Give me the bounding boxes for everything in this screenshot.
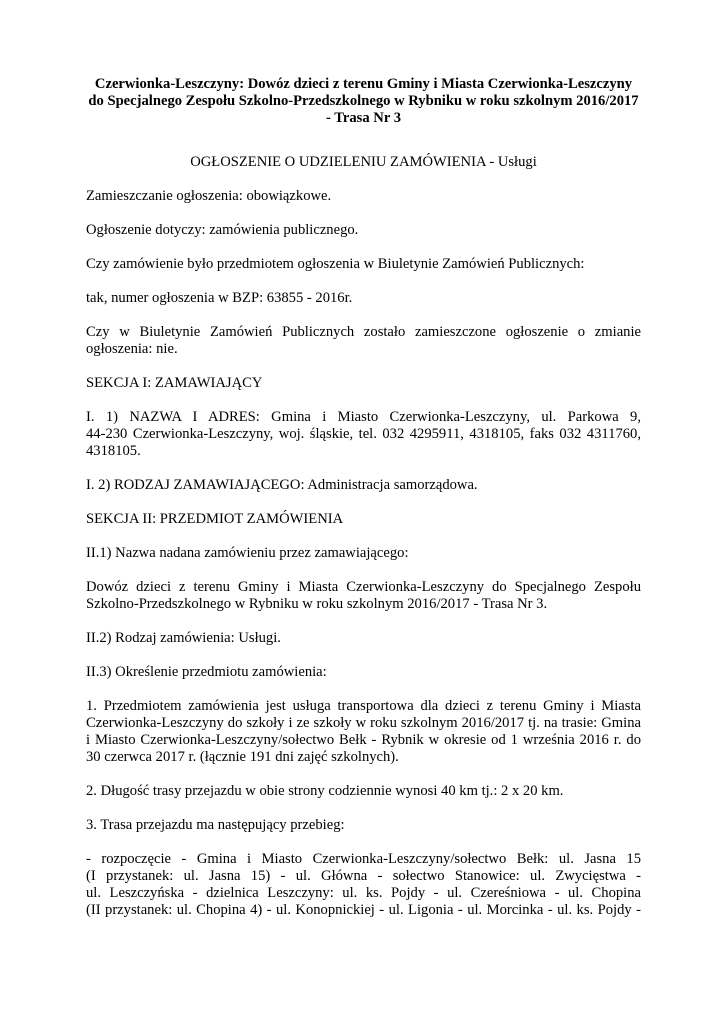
- text-line: Dowóz dzieci z terenu Gminy i Miasta Czerwionka-Leszczyny do Specjalnego Zespołu: [86, 579, 641, 595]
- section-heading-ordering-party: SEKCJA I: ZAMAWIAJĄCY: [86, 375, 263, 391]
- section-heading-subject: SEKCJA II: PRZEDMIOT ZAMÓWIENIA: [86, 511, 344, 527]
- paragraph-change-notice: [86, 324, 641, 358]
- text-line: i Miasto Czerwionka-Leszczyny/sołectwo Bełk - Rybnik w okresie od 1 września 2016 r. do: [86, 732, 641, 748]
- paragraph-bzp-number: tak, numer ogłoszenia w BZP: 63855 - 2016r.: [86, 290, 353, 306]
- paragraph-bzp-question: Czy zamówienie było przedmiotem ogłoszenia w Biuletynie Zamówień Publicznych:: [86, 256, 585, 272]
- text-line: 30 czerwca 2017 r. (łącznie 191 dni zajęć szkolnych).: [86, 749, 399, 765]
- paragraph-notice-concerns: Ogłoszenie dotyczy: zamówienia publicznego.: [86, 222, 359, 238]
- text-line: I. 1) NAZWA I ADRES: Gmina i Miasto Czerwionka-Leszczyny, ul. Parkowa 9,: [86, 409, 641, 425]
- paragraph-name-address: [86, 409, 641, 460]
- paragraph-ordering-party-type: I. 2) RODZAJ ZAMAWIAJĄCEGO: Administracja samorządowa.: [86, 477, 478, 493]
- paragraph-subject-heading: II.3) Określenie przedmiotu zamówienia:: [86, 664, 327, 680]
- document-title: [86, 76, 641, 127]
- notice-type: OGŁOSZENIE O UDZIELENIU ZAMÓWIENIA - Usługi: [190, 154, 537, 170]
- text-line: (I przystanek: ul. Jasna 15) - ul. Główna - sołectwo Stanowice: ul. Zwycięstwa -: [86, 868, 641, 884]
- text-line: 1. Przedmiotem zamówienia jest usługa transportowa dla dzieci z terenu Gminy i Miasta: [86, 698, 641, 714]
- text-line: 4318105.: [86, 443, 141, 459]
- text-line: (II przystanek: ul. Chopina 4) - ul. Konopnickiej - ul. Ligonia - ul. Morcinka - ul. ks. Pojdy -: [86, 902, 641, 918]
- text-line: 44-230 Czerwionka-Leszczyny, woj. śląskie, tel. 032 4295911, 4318105, faks 032 4311760,: [86, 426, 641, 442]
- text-line: Czy w Biuletynie Zamówień Publicznych zostało zamieszczone ogłoszenie o zmianie: [86, 324, 641, 340]
- text-line: ogłoszenia: nie.: [86, 341, 178, 357]
- text-line: Czerwionka-Leszczyny do szkoły i ze szkoły w roku szkolnym 2016/2017 tj. na trasie: Gmina: [86, 715, 641, 731]
- text-line: ul. Leszczyńska - dzielnica Leszczyny: ul. ks. Pojdy - ul. Czereśniowa - ul. Chopina: [86, 885, 641, 901]
- title-line: Czerwionka-Leszczyny: Dowóz dzieci z terenu Gminy i Miasta Czerwionka-Leszczyny: [94, 76, 633, 92]
- title-line: - Trasa Nr 3: [326, 110, 401, 126]
- paragraph-item-2: 2. Długość trasy przejazdu w obie strony codziennie wynosi 40 km tj.: 2 x 20 km.: [86, 783, 564, 799]
- paragraph-route: [86, 851, 641, 919]
- text-line: Szkolno-Przedszkolnego w Rybniku w roku szkolnym 2016/2017 - Trasa Nr 3.: [86, 596, 548, 612]
- paragraph-item-3: 3. Trasa przejazdu ma następujący przebieg:: [86, 817, 345, 833]
- text-line: - rozpoczęcie - Gmina i Miasto Czerwionka-Leszczyny/sołectwo Bełk: ul. Jasna 15: [86, 851, 641, 867]
- paragraph-order-name: [86, 579, 641, 613]
- paragraph-order-name-heading: II.1) Nazwa nadana zamówieniu przez zamawiającego:: [86, 545, 409, 561]
- paragraph-order-type: II.2) Rodzaj zamówienia: Usługi.: [86, 630, 281, 646]
- title-line: do Specjalnego Zespołu Szkolno-Przedszkolnego w Rybniku w roku szkolnym 2016/2017: [88, 93, 639, 109]
- paragraph-publication-mode: Zamieszczanie ogłoszenia: obowiązkowe.: [86, 188, 332, 204]
- paragraph-item-1: [86, 698, 641, 766]
